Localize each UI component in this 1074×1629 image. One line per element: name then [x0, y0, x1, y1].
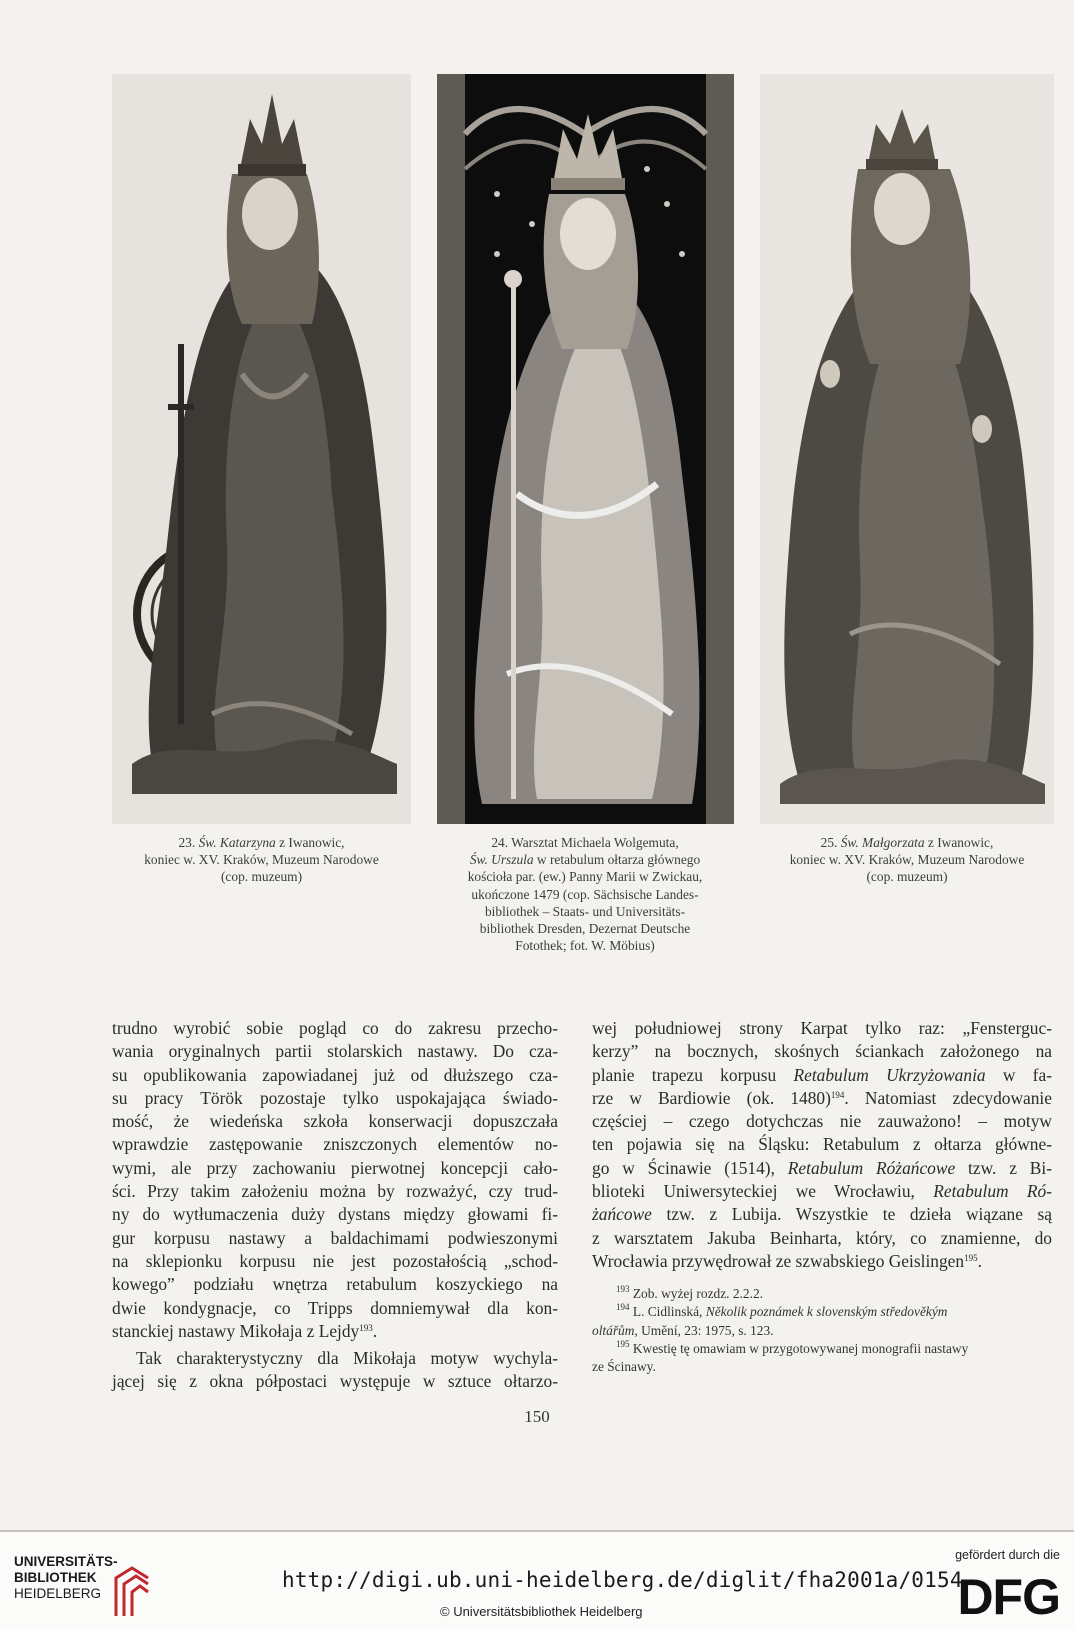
footnotes — [592, 1285, 1052, 1376]
text-line: z warsztatem Jakuba Beinharta, który, co znamienne, do — [592, 1227, 1052, 1248]
text-line: wprawdzie zastępowanie zniszczonych elementów no- — [112, 1134, 558, 1155]
body-text-left-column — [112, 1017, 558, 1394]
text-line: mość, że wiedeńska szkoła konserwacji dopuszczała — [112, 1111, 558, 1132]
text-line: planie trapezu korpusu Retabulum Ukrzyżowania w fa- — [592, 1064, 1052, 1085]
text-line: kowego” podziału wnętrza retabulum koszyckiego na — [112, 1274, 558, 1295]
text-line: Wrocławia przywędrował ze szwabskiego Geislingen$^{195}$. — [592, 1250, 982, 1271]
figure-25-photo — [760, 74, 1054, 824]
library-logo-icon — [112, 1566, 152, 1620]
text-line: wania oryginalnych partii stolarskich nastawy. Do cza- — [112, 1041, 558, 1062]
figure-24-photo — [437, 74, 734, 824]
library-name: UNIVERSITÄTS- BIBLIOTHEK HEIDELBERG — [14, 1554, 118, 1601]
figure-25-caption: 25. Św. Małgorzata z Iwanowic, koniec w. XV. Kraków, Muzeum Narodowe (cop. muzeum) — [789, 835, 1025, 885]
copyright-notice: © Universitätsbibliothek Heidelberg — [440, 1604, 643, 1619]
footnote-195-cont: ze Ścinawy. — [592, 1359, 656, 1375]
permalink-url[interactable]: http://digi.ub.uni-heidelberg.de/diglit/fha2001a/0154 — [282, 1568, 963, 1592]
text-line: na sklepionku korpusu nie jest pozostałością „schod- — [112, 1250, 558, 1271]
text-line: ści. Przy takim założeniu można by rozważyć, czy trud- — [112, 1181, 558, 1202]
figure-24-caption: 24. Warsztat Michaela Wolgemuta, Św. Urszula w retabulum ołtarza głównego kościoła par. (ew.) Panny Marii w Zwickau, ukończone 1479 (cop. Sächsische Landes- bibliothek – Staats- und Universitäts- bibliothek Dresden, Dezernat Deutsche Fotothek; fot. W. Möbius) — [467, 835, 703, 954]
text-line: kerzy” na bocznych, skośnych ściankach założonego na — [592, 1041, 1052, 1062]
text-line: gur korpusu nastawy a baldachimami podwieszonymi — [112, 1227, 558, 1248]
footnote-ref-194: 194 — [830, 1089, 845, 1100]
footnote-ref-195: 195 — [964, 1252, 978, 1263]
dfg-logo: DFG — [957, 1569, 1060, 1625]
text-line: ny do wytłumaczenia duży dystans między głowami fi- — [112, 1204, 558, 1225]
text-line: częściej – czego dotychczas nie zauważono! – motyw — [592, 1111, 1052, 1132]
text-line: wej południowej strony Karpat tylko raz: „Fensterguc- — [592, 1018, 1052, 1038]
footnote-193: $^{193}$ Zob. wyżej rozdz. 2.2.2. — [616, 1284, 763, 1302]
funding-note: gefördert durch die — [955, 1548, 1060, 1562]
figure-23-photo — [112, 74, 411, 824]
body-text-right-column — [592, 1017, 1052, 1376]
page-number: 150 — [524, 1407, 550, 1426]
text-line: go w Ścinawie (1514), Retabulum Różańcowe tzw. z Bi- — [592, 1157, 1053, 1178]
footnote-194-cont: oltářům, Umění, 23: 1975, s. 123. — [592, 1322, 774, 1338]
text-line: stanckiej nastawy Mikołaja z Lejdy$^{193}$. — [112, 1320, 378, 1341]
text-line: su pracy Török pozostaje tylko uspokajająca świado- — [112, 1087, 558, 1108]
text-line: jącej się z okna półpostaci występuje w sztuce ołtarzo- — [112, 1371, 558, 1392]
footnote-195: $^{195}$ Kwestię tę omawiam w przygotowywanej monografii nastawy — [616, 1338, 969, 1356]
text-line: trudno wyrobić sobie pogląd co do zakresu przecho- — [112, 1018, 558, 1038]
text-line: wymi, ale przy zachowaniu pierwotnej koncepcji cało- — [112, 1157, 558, 1178]
text-line: su opublikowania zapowiadanej już od dłuższego cza- — [112, 1064, 558, 1085]
text-line: rze w Bardiowie (ok. 1480)$^{194}$. Natomiast zdecydowanie — [592, 1087, 1052, 1108]
text-line: blioteki Uniwersyteckiej we Wrocławiu, Retabulum Ró- — [592, 1181, 1053, 1202]
text-line: Tak charakterystyczny dla Mikołaja motyw wychyla- — [136, 1348, 558, 1369]
footnote-194: $^{194}$ L. Cidlinská, Několik poznámek k slovenským středověkým — [616, 1302, 948, 1320]
footer — [0, 1532, 1074, 1629]
text-line: dwie kondygnacje, co Tripps domniemywał dla kon- — [112, 1297, 558, 1318]
text-line: ten pojawia się na Śląsku: Retabulum z ołtarza główne- — [592, 1134, 1052, 1155]
text-line: żańcowe tzw. z Lubija. Wszystkie te dzieła wiązane są — [592, 1204, 1052, 1225]
figure-23-caption: 23. Św. Katarzyna z Iwanowic, koniec w. XV. Kraków, Muzeum Narodowe (cop. muzeum) — [144, 835, 379, 885]
footnote-ref-193: 193 — [359, 1322, 373, 1333]
